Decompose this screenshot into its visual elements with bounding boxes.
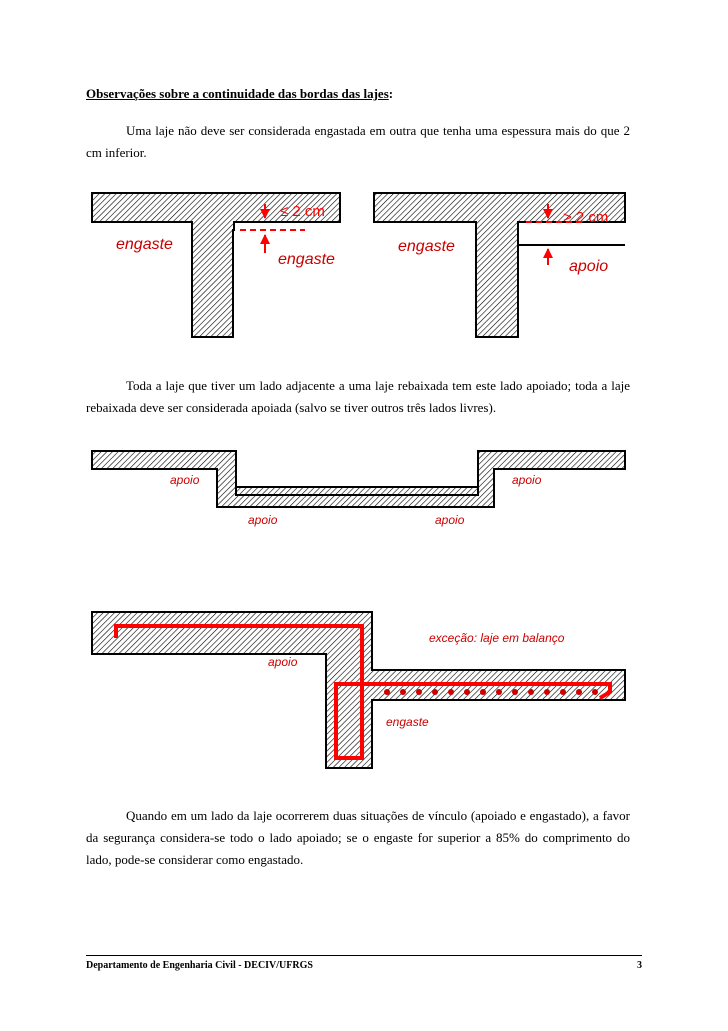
section-heading — [86, 86, 393, 102]
left-dimension-label: ≤ 2 cm — [280, 203, 325, 220]
figure-1-slab-thickness — [0, 185, 728, 355]
footer-divider — [86, 955, 642, 956]
right-dimension-label: > 2 cm — [563, 209, 609, 226]
figure-3-cantilever-exception — [0, 608, 728, 768]
figure-2-lowered-slab — [0, 445, 728, 555]
paragraph-thickness-rule — [86, 120, 630, 164]
footer-page-number: 3 — [637, 960, 642, 971]
right-label-apoio: apoio — [569, 258, 609, 275]
label-exception: exceção: laje em balanço — [429, 631, 565, 645]
footer-department: Departamento de Engenharia Civil - DECIV/UFRGS — [86, 960, 313, 971]
paragraph-2-text: Toda a laje que tiver um lado adjacente a uma laje rebaixada tem este lado apoiado; toda a laje rebaixada deve ser considerada apoiada (salvo se tiver outros três lados livres). — [86, 378, 630, 415]
label-apoio-top-right: apoio — [512, 473, 542, 487]
paragraph-3-text: Quando em um lado da laje ocorrerem duas situações de vínculo (apoiado e engastado), a favor da segurança considera-se todo o lado apoiado; se o engaste for superior a 85% do comprimento do lado, pode-se considerar como engastado. — [86, 808, 630, 867]
paragraph-1-text: Uma laje não deve ser considerada engastada em outra que tenha uma espessura mais do que 2 cm inferior. — [86, 123, 630, 160]
right-label-engaste: engaste — [398, 238, 455, 255]
label-apoio-bottom-right: apoio — [435, 513, 465, 527]
section-heading-text: Observações sobre a continuidade das bordas das lajes — [86, 86, 389, 101]
paragraph-lowered-slab-rule — [86, 375, 630, 419]
label-apoio-top-left: apoio — [170, 473, 200, 487]
label-engaste: engaste — [386, 715, 429, 729]
figure-1-left-section — [92, 193, 340, 337]
paragraph-mixed-support-rule — [86, 805, 630, 871]
label-apoio-bottom-left: apoio — [248, 513, 278, 527]
label-apoio: apoio — [268, 655, 298, 669]
section-heading-colon: : — [388, 86, 394, 101]
left-label-engaste-2: engaste — [278, 251, 335, 268]
left-label-engaste-1: engaste — [116, 236, 173, 253]
figure-1-right-section — [374, 193, 625, 337]
